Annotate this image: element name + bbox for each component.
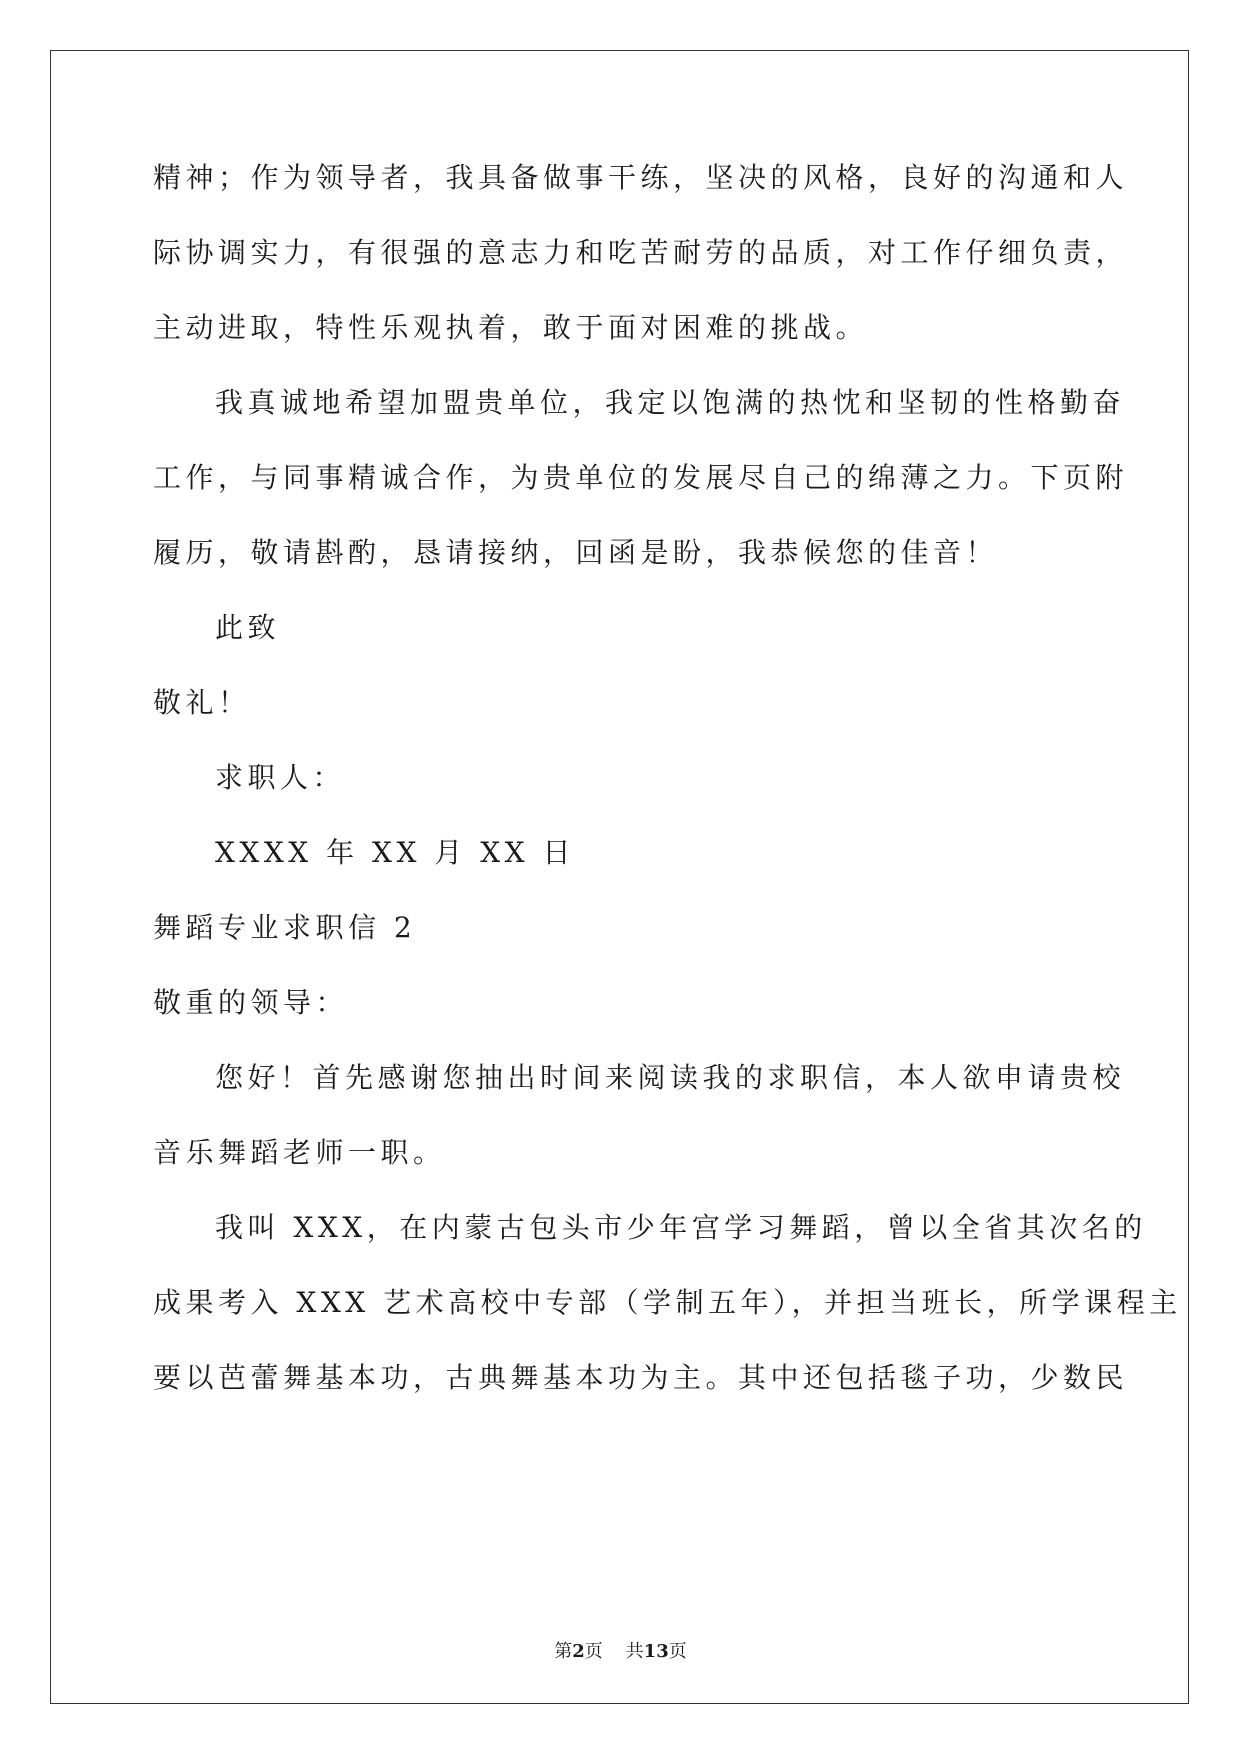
closing-regards: 敬礼！ xyxy=(153,686,251,719)
greeting: 敬重的领导： xyxy=(153,986,349,1019)
paragraph-line: 您好！首先感谢您抽出时间来阅读我的求职信，本人欲申请贵校 xyxy=(215,1061,1126,1094)
closing-salutation: 此致 xyxy=(215,611,281,644)
page-footer xyxy=(0,1637,1241,1663)
paragraph-line: 我真诚地希望加盟贵单位，我定以饱满的热忱和坚韧的性格勤奋 xyxy=(215,386,1126,419)
paragraph-line: 我叫 XXX，在内蒙古包头市少年宫学习舞蹈，曾以全省其次名的 xyxy=(215,1211,1147,1244)
paragraph-line: 音乐舞蹈老师一职。 xyxy=(153,1136,446,1169)
paragraph-line: 要以芭蕾舞基本功，古典舞基本功为主。其中还包括毯子功，少数民 xyxy=(153,1361,1129,1394)
paragraph-line: 成果考入 XXX 艺术高校中专部（学制五年），并担当班长，所学课程主 xyxy=(153,1286,1182,1319)
total-suffix: 页 xyxy=(668,1641,687,1662)
paragraph-line: 主动进取，特性乐观执着，敢于面对困难的挑战。 xyxy=(153,311,869,344)
page-label-suffix: 页 xyxy=(584,1641,603,1662)
paragraph-line: 际协调实力，有很强的意志力和吃苦耐劳的品质，对工作仔细负责， xyxy=(153,236,1129,269)
page-label-prefix: 第 xyxy=(554,1641,573,1662)
applicant-label: 求职人： xyxy=(215,761,346,794)
page-frame xyxy=(50,50,1189,1704)
paragraph-line: 履历，敬请斟酌，恳请接纳，回函是盼，我恭候您的佳音！ xyxy=(153,536,999,569)
total-prefix: 共 xyxy=(625,1641,644,1662)
paragraph-line: 工作，与同事精诚合作，为贵单位的发展尽自己的绵薄之力。下页附 xyxy=(153,461,1129,494)
paragraph-line: 精神；作为领导者，我具备做事干练，坚决的风格，良好的沟通和人 xyxy=(153,161,1129,194)
date-line: XXXX 年 XX 月 XX 日 xyxy=(215,836,575,869)
page-number: 2 xyxy=(572,1641,585,1662)
section-title: 舞蹈专业求职信 2 xyxy=(153,911,417,944)
total-pages: 13 xyxy=(643,1641,669,1662)
